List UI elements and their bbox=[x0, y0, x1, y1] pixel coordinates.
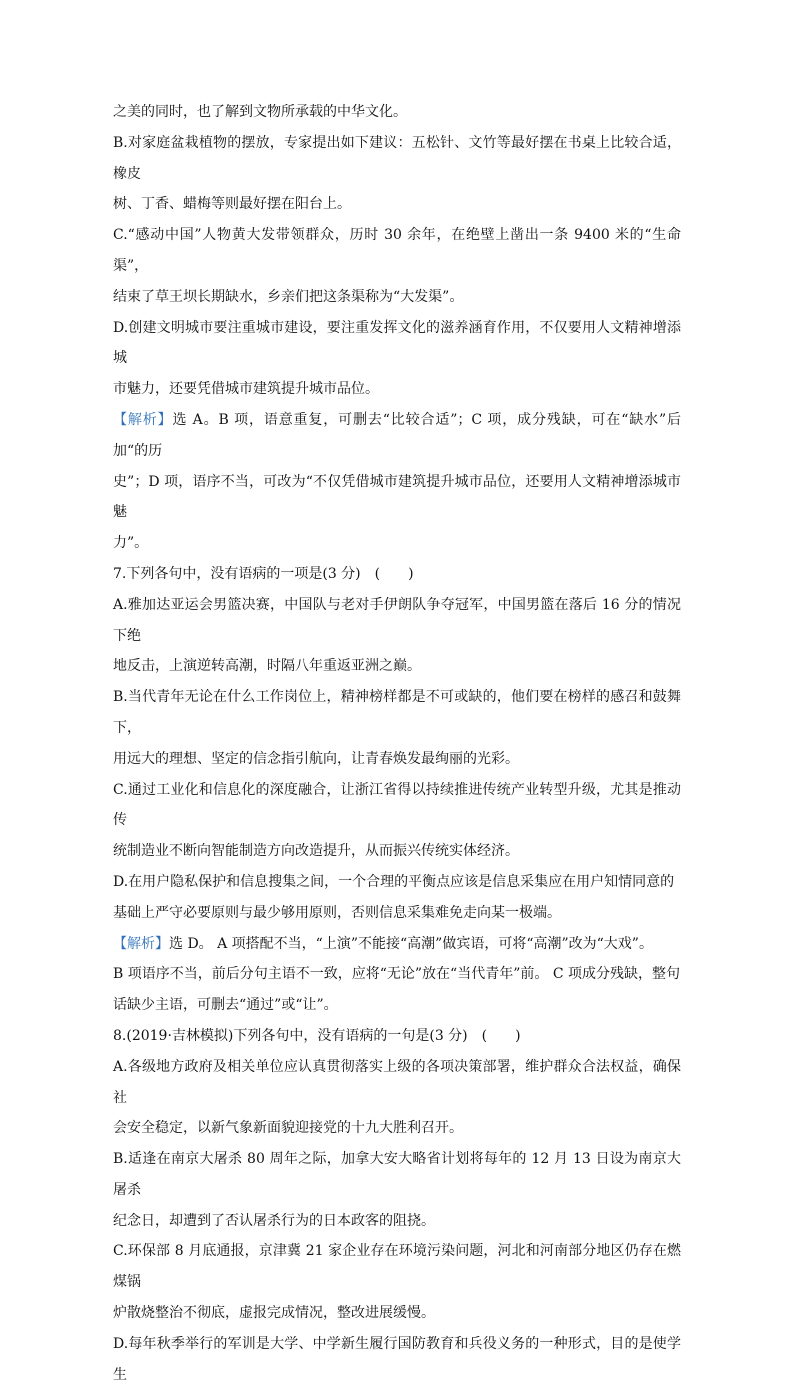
q8-option-b-line-1: B.适逢在南京大屠杀 80 周年之际，加拿大安大略省计划将每年的 12 月 13 日设为南京大屠杀 bbox=[113, 1151, 681, 1198]
q7-analysis-line-1 bbox=[113, 929, 681, 960]
q7-option-b-line-2: 用远大的理想、坚定的信念指引航向，让青春焕发最绚丽的光彩。 bbox=[113, 750, 519, 767]
q8-option-c-line-2: 炉散烧整治不彻底，虚报完成情况，整改进展缓慢。 bbox=[113, 1305, 435, 1322]
analysis-tag: 【解析】 bbox=[113, 411, 173, 428]
question-8-title: 8.(2019·吉林模拟)下列各句中，没有语病的一句是(3 分) ( ) bbox=[113, 1027, 521, 1044]
q7-option-a-line-2: 地反击，上演逆转高潮，时隔八年重返亚洲之巅。 bbox=[113, 658, 421, 675]
q8-option-c-line-1: C.环保部 8 月底通报，京津冀 21 家企业存在环境污染问题，河北和河南部分地区仍存在燃煤锅 bbox=[113, 1243, 681, 1291]
q7-option-d-line-2: 基础上严守必要原则与最少够用原则，否则信息采集难免走向某一极端。 bbox=[113, 904, 561, 921]
analysis-tag: 【解析】 bbox=[113, 935, 169, 952]
analysis-line-2: 史”；D 项，语序不当，可改为“不仅凭借城市建筑提升城市品位，还要用人文精神增添城市魅 bbox=[113, 473, 681, 521]
q7-option-c-line-1: C.通过工业化和信息化的深度融合，让浙江省得以持续推进传统产业转型升级，尤其是推动传 bbox=[113, 781, 681, 829]
q7-option-d-line-1: D.在用户隐私保护和信息搜集之间，一个合理的平衡点应该是信息采集应在用户知情同意的 bbox=[113, 873, 675, 890]
option-c-line-1: C.“感动中国”人物黄大发带领群众，历时 30 余年，在绝壁上凿出一条 9400 米的“生命渠”， bbox=[113, 227, 681, 274]
q7-option-c-line-2: 统制造业不断向智能制造方向改造提升，从而振兴传统实体经济。 bbox=[113, 843, 519, 860]
option-b-line-1: B.对家庭盆栽植物的摆放，专家提出如下建议：五松针、文竹等最好摆在书桌上比较合适，橡皮 bbox=[113, 134, 681, 182]
option-d-line-1: D.创建文明城市要注重城市建设，要注重发挥文化的滋养涵育作用，不仅要用人文精神增添城 bbox=[113, 319, 681, 367]
option-c-line-2: 结束了草王坝长期缺水，乡亲们把这条渠称为“大发渠”。 bbox=[113, 288, 464, 305]
document-page bbox=[113, 97, 681, 1390]
q8-option-a-line-2: 会安全稳定，以新气象新面貌迎接党的十九大胜利召开。 bbox=[113, 1120, 463, 1137]
analysis-text: 选 D。 A 项搭配不当，“上演”不能接“高潮”做宾语，可将“高潮”改为“大戏”。 bbox=[169, 935, 653, 952]
q7-option-a-line-1: A.雅加达亚运会男篮决赛，中国队与老对手伊朗队争夺冠军，中国男篮在落后 16 分的情况下绝 bbox=[113, 596, 681, 644]
q7-analysis-line-3: 话缺少主语，可删去“通过”或“让”。 bbox=[113, 997, 338, 1014]
analysis-line-3: 力”。 bbox=[113, 535, 149, 552]
q7-analysis-line-2: B 项语序不当，前后分句主语不一致，应将“无论”放在“当代青年”前。 C 项成分残缺，整句 bbox=[113, 966, 680, 983]
analysis-text: 选 A。B 项，语意重复，可删去“比较合适”；C 项，成分残缺，可在“缺水”后加“的历 bbox=[113, 411, 681, 459]
line-1: 之美的同时，也了解到文物所承载的中华文化。 bbox=[113, 104, 407, 120]
question-7-title: 7.下列各句中，没有语病的一项是(3 分) ( ) bbox=[113, 565, 414, 582]
q8-option-a-line-1: A.各级地方政府及相关单位应认真贯彻落实上级的各项决策部署，维护群众合法权益，确保社 bbox=[113, 1058, 681, 1106]
q8-option-b-line-2: 纪念日，却遭到了否认屠杀行为的日本政客的阻挠。 bbox=[113, 1212, 435, 1229]
q8-option-d-line-1: D.每年秋季举行的军训是大学、中学新生履行国防教育和兵役义务的一种形式，目的是使学生 bbox=[113, 1335, 681, 1383]
option-d-line-2: 市魅力，还要凭借城市建筑提升城市品位。 bbox=[113, 381, 379, 398]
option-b-line-2: 树、丁香、蜡梅等则最好摆在阳台上。 bbox=[113, 196, 351, 213]
analysis-line-1 bbox=[113, 405, 681, 467]
q7-option-b-line-1: B.当代青年无论在什么工作岗位上，精神榜样都是不可或缺的，他们要在榜样的感召和鼓舞下， bbox=[113, 689, 681, 736]
